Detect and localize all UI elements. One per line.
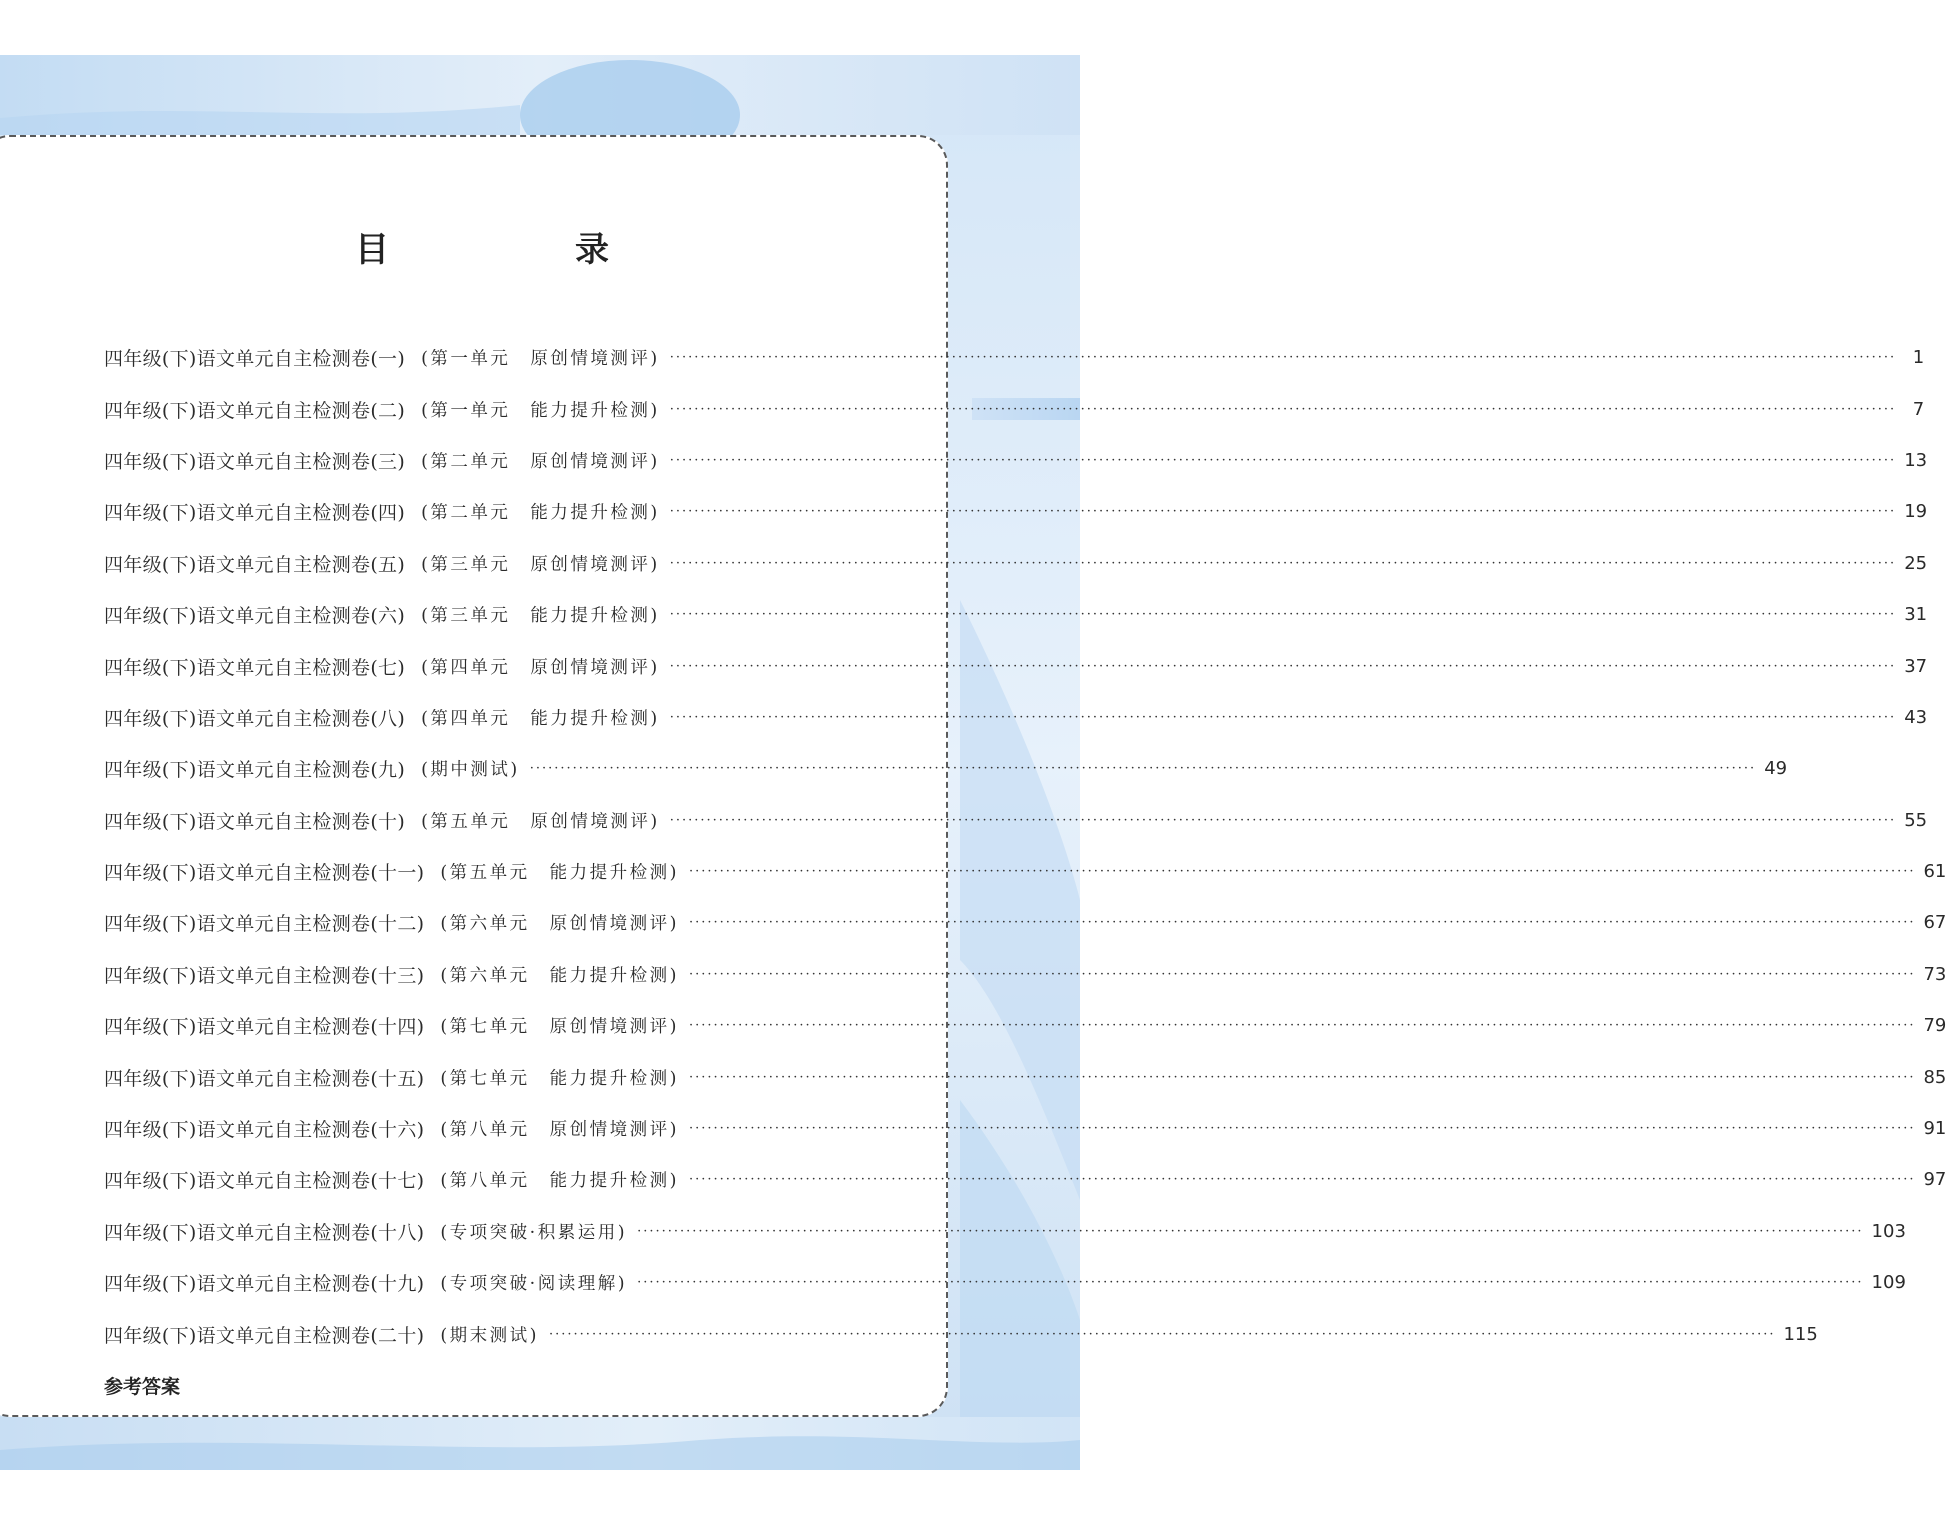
toc-entry-section: (第一单元 能力提升检测) [421,400,660,421]
toc-entry-title: 四年级(下)语文单元自主检测卷(二) [104,399,406,422]
table-of-contents [104,332,1946,1360]
toc-entry-page: 1 [1912,347,1925,369]
toc-entry-title: 四年级(下)语文单元自主检测卷(六) [104,605,406,628]
toc-leader-dots: ········································································································································································································ [669,607,1897,623]
toc-entry-section: (第二单元 原创情境测评) [421,451,660,472]
toc-entry-section: (专项突破·积累运用) [440,1222,628,1243]
toc-entry-section: (第三单元 能力提升检测) [421,606,660,627]
toc-entry[interactable] [104,1051,1946,1102]
toc-entry-title: 四年级(下)语文单元自主检测卷(十五) [104,1067,425,1090]
toc-leader-dots: ········································································································································································································ [669,555,1897,571]
toc-entry-title: 四年级(下)语文单元自主检测卷(十四) [104,1016,425,1039]
toc-entry-page: 97 [1923,1169,1946,1191]
toc-entry-page: 79 [1923,1015,1946,1037]
toc-entry-title: 四年级(下)语文单元自主检测卷(八) [104,707,406,730]
toc-entry-page: 31 [1904,604,1928,626]
toc-entry-section: (第五单元 能力提升检测) [440,863,680,884]
answers-link[interactable]: 参考答案 [104,1376,181,1398]
toc-entry[interactable] [104,589,1928,640]
toc-entry-section: (第一单元 原创情境测评) [421,349,660,370]
toc-entry-section: (第六单元 原创情境测评) [440,914,680,935]
toc-entry-section: (专项突破·阅读理解) [440,1274,628,1295]
toc-entry-title: 四年级(下)语文单元自主检测卷(五) [104,553,406,576]
toc-entry[interactable] [104,795,1928,846]
toc-entry-page: 115 [1783,1323,1818,1345]
toc-entry[interactable] [104,486,1928,537]
toc-entry[interactable] [104,1000,1946,1051]
toc-entry-page: 73 [1923,963,1946,985]
toc-entry[interactable] [104,640,1928,691]
toc-entry[interactable] [104,1103,1946,1154]
toc-entry-section: (第四单元 原创情境测评) [421,657,660,678]
toc-entry-page: 103 [1871,1220,1906,1242]
toc-leader-dots: ········································································································································································································ [689,864,1916,880]
toc-entry-title: 四年级(下)语文单元自主检测卷(四) [104,502,406,525]
toc-entry-page: 49 [1764,758,1788,780]
toc-entry-page: 85 [1923,1066,1946,1088]
toc-entry-title: 四年级(下)语文单元自主检测卷(二十) [104,1324,425,1347]
toc-entry-title: 四年级(下)语文单元自主检测卷(十一) [104,862,425,885]
toc-leader-dots: ········································································································································································································ [549,1326,1776,1342]
toc-leader-dots: ········································································································································································································ [689,1069,1916,1085]
page-title: 目 录 [355,230,685,270]
toc-entry-section: (第四单元 能力提升检测) [421,708,660,729]
toc-entry-page: 91 [1923,1118,1946,1140]
toc-entry-title: 四年级(下)语文单元自主检测卷(十三) [104,964,425,987]
toc-entry-title: 四年级(下)语文单元自主检测卷(十九) [104,1273,425,1296]
toc-entry-section: (第七单元 能力提升检测) [440,1068,680,1089]
toc-entry[interactable] [104,949,1946,1000]
toc-entry-title: 四年级(下)语文单元自主检测卷(十八) [104,1221,425,1244]
toc-entry-page: 37 [1904,655,1928,677]
toc-leader-dots: ········································································································································································································ [669,709,1897,725]
toc-entry[interactable] [104,332,1925,383]
toc-entry[interactable] [104,435,1928,486]
toc-entry[interactable] [104,692,1928,743]
toc-entry-section: (期末测试) [440,1325,540,1346]
toc-entry-page: 13 [1904,449,1928,471]
toc-entry-page: 67 [1923,912,1946,934]
toc-entry-section: (期中测试) [421,760,520,781]
toc-entry-section: (第六单元 能力提升检测) [440,965,680,986]
toc-entry-page: 7 [1912,398,1925,420]
toc-leader-dots: ········································································································································································································ [689,966,1916,982]
toc-entry[interactable] [104,383,1925,434]
toc-leader-dots: ········································································································································································································ [637,1275,1864,1291]
toc-entry-title: 四年级(下)语文单元自主检测卷(一) [104,348,406,371]
toc-entry-title: 四年级(下)语文单元自主检测卷(十) [104,810,406,833]
toc-leader-dots: ········································································································································································································ [637,1223,1864,1239]
toc-entry[interactable] [104,538,1928,589]
toc-leader-dots: ········································································································································································································ [689,1018,1916,1034]
toc-entry-page: 19 [1904,501,1928,523]
toc-entry-page: 61 [1923,861,1946,883]
toc-entry[interactable] [104,1257,1906,1308]
toc-entry-title: 四年级(下)语文单元自主检测卷(七) [104,656,406,679]
toc-leader-dots: ········································································································································································································ [689,1121,1916,1137]
toc-entry[interactable] [104,743,1788,794]
toc-entry[interactable] [104,1206,1906,1257]
toc-entry-page: 109 [1871,1272,1906,1294]
toc-entry[interactable] [104,1308,1818,1359]
toc-leader-dots: ········································································································································································································ [669,658,1897,674]
toc-entry[interactable] [104,846,1946,897]
toc-entry[interactable] [104,1154,1946,1205]
toc-entry-title: 四年级(下)语文单元自主检测卷(三) [104,450,406,473]
toc-entry-title: 四年级(下)语文单元自主检测卷(十二) [104,913,425,936]
toc-leader-dots: ········································································································································································································ [669,350,1897,366]
toc-entry-section: (第五单元 原创情境测评) [421,811,660,832]
toc-leader-dots: ········································································································································································································ [689,1172,1916,1188]
toc-entry-section: (第三单元 原创情境测评) [421,554,660,575]
toc-entry-page: 25 [1904,552,1928,574]
toc-entry-section: (第八单元 能力提升检测) [440,1171,680,1192]
toc-entry-title: 四年级(下)语文单元自主检测卷(十七) [104,1170,425,1193]
toc-leader-dots: ········································································································································································································ [669,812,1897,828]
toc-leader-dots: ········································································································································································································ [689,915,1916,931]
toc-leader-dots: ········································································································································································································ [669,401,1897,417]
toc-entry-section: (第二单元 能力提升检测) [421,503,660,524]
toc-leader-dots: ········································································································································································································ [669,504,1897,520]
toc-leader-dots: ········································································································································································································ [669,452,1897,468]
toc-entry-title: 四年级(下)语文单元自主检测卷(九) [104,759,406,782]
toc-entry-section: (第八单元 原创情境测评) [440,1120,680,1141]
toc-entry-section: (第七单元 原创情境测评) [440,1017,680,1038]
toc-entry-page: 55 [1904,809,1928,831]
toc-entry-title: 四年级(下)语文单元自主检测卷(十六) [104,1119,425,1142]
toc-leader-dots: ········································································································································································································ [529,761,1757,777]
toc-entry[interactable] [104,897,1946,948]
toc-entry-page: 43 [1904,706,1928,728]
